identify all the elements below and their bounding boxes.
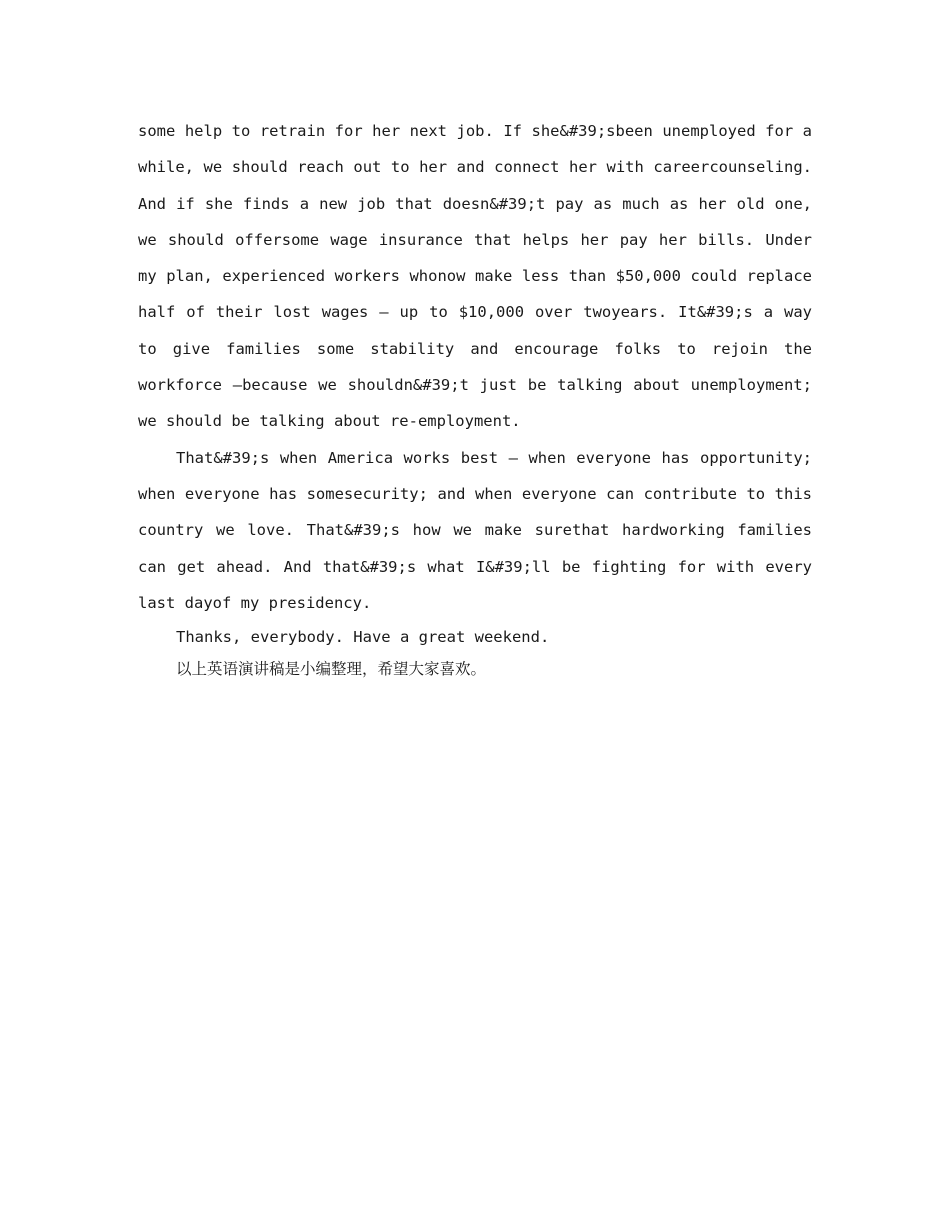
paragraph-editor-note: 以上英语演讲稿是小编整理，希望大家喜欢。 <box>176 660 487 679</box>
document-body <box>138 113 812 685</box>
paragraph-thanks: Thanks, everybody. Have a great weekend. <box>176 628 550 647</box>
paragraph-retraining: some help to retrain for her next job. If she&#39;sbeen unemployed for a while, we should reach out to her and connect her with careercounseling. And if she finds a new job that doesn&#39;t pay as much as her old one, we should offersome wage insurance that helps her pay her bills. Under my plan, experienced workers whonow make less than $50,000 could replace half of their lost wages – up to $10,000 over twoyears. It&#39;s a way to give families some stability and encourage folks to rejoin the workforce –because we shouldn&#39;t just be talking about unemployment; we should be talking about re-employment. <box>138 122 812 431</box>
paragraph-opportunity: That&#39;s when America works best – when everyone has opportunity; when everyone has somesecurity; and when everyone can contribute to this country we love. That&#39;s how we make surethat hardworking families can get ahead. And that&#39;s what I&#39;ll be fighting for with every last dayof my presidency. <box>138 448 812 612</box>
